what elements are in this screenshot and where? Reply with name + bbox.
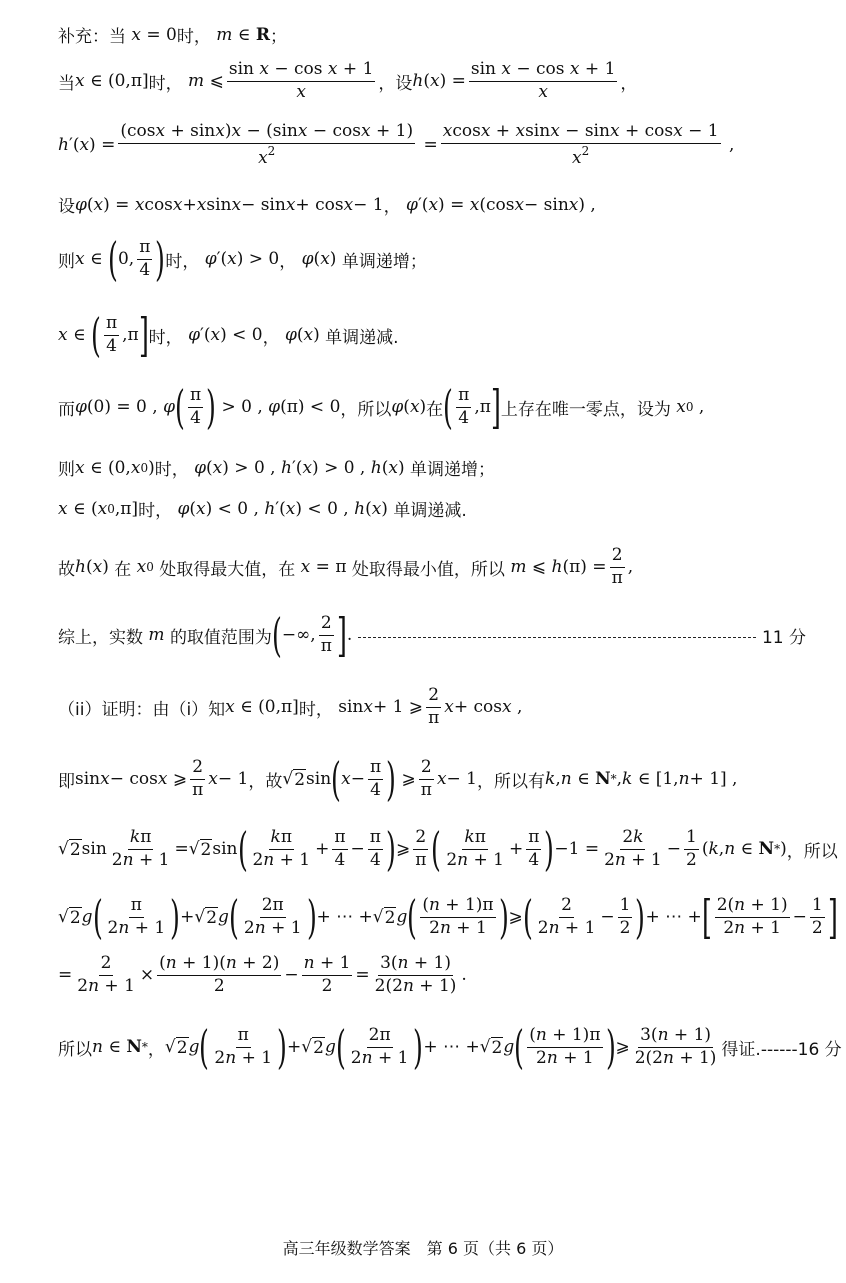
line-h-definition: 当 x ∈ (0,π] 时， m ⩽ $\frac{\text{sin x − cos x + 1}}{x}$ ，设 h ( x ) = $\frac{\text{sin x − cos x + 1}}{x}$ ，: [58, 59, 638, 102]
line-sum: √ 2 g ( $\frac{\pi}{2n + 1}$ ) + √ 2 g ( $\frac{2\pi}{2n + 1}$ ) + ⋯ + √ 2 g ( $\frac{(n + 1)\pi}{2n + 1}$ ) ⩾ ( $\frac{2}{2n + 1}$ − $\frac{1}{2}$ ) + ⋯ + [ $\frac{2(n + 1)}{2n + 1}$ − $\frac{1}{2}$ ]: [58, 890, 838, 944]
line-h-increasing: 则 x ∈ (0, x 0 ) 时， φ ( x ) > 0 , h ′( x ) > 0 , h ( x ) 单调递增；: [58, 457, 495, 480]
line-phi-increasing: 则 x ∈ ( 0, $\frac{\pi}{4}$ ) 时， φ ′( x ) > 0 ， φ ( x ) 单调递增；: [58, 232, 427, 286]
line-max-min: 故 h ( x ) 在 x 0 处取得最大值，在 x = π 处取得最小值，所以 m ⩽ h (π) = $\frac{2}{\pi}$ ,: [58, 545, 634, 588]
line-part-ii: （ii）证明：由（i）知 x ∈ (0,π] 时， sin x + 1 ⩾ $\frac{2}{\pi}$ x + cos x ,: [58, 685, 523, 728]
line-supplement: 补充：当 x = 0 时， m ∈ R ；: [58, 24, 287, 47]
page-footer: 高三年级数学答案 第 6 页（共 6 页）: [282, 1239, 564, 1258]
line-range-conclusion: 综上，实数 m 的取值范围为 ( −∞, $\frac{2}{\pi}$ ] . 11 分: [58, 608, 806, 662]
score-11: 11 分: [761, 627, 806, 648]
score-leader: [358, 637, 756, 638]
line-h-derivative: h ′( x ) = $\frac{(\cos x + \sin x)x - (\sin x - \cos x + 1)}{x^2}$ = $\frac{xcosx + xsinx - \sin x + \cos x - 1}{x^2}$ ,: [58, 121, 735, 168]
line-inequality: 即 sin x − cos x ⩾ $\frac{2}{\pi}$ x − 1 ，故 √ 2 sin ( x − $\frac{\pi}{4}$ ) ⩾ $\frac{2}{\pi}$ x − 1 ，所以有 k , n ∈ N * , k ∈ [1, n + 1] ,: [58, 752, 738, 806]
line-sum-result: = $\frac{2}{2n + 1}$ × $\frac{(n + 1)(n + 2)}{2}$ − $\frac{n + 1}{2}$ = $\frac{3(n + 1)}{2(2n + 1)}$ .: [58, 953, 467, 996]
line-k-term: √ 2 sin $\frac{k\pi}{2n + 1}$ = √ 2 sin ( $\frac{k\pi}{2n + 1}$ + $\frac{\pi}{4}$ − $\frac{\pi}{4}$ ) ⩾ $\frac{2}{\pi}$ ( $\frac{k\pi}{2n + 1}$ + $\frac{\pi}{4}$ ) −1 = $\frac{2k}{2n + 1}$ − $\frac{1}{2}$ ( k , n ∈ N * ) ，所以: [58, 822, 838, 876]
line-phi-decreasing: x ∈ ( $\frac{\pi}{4}$ ,π ] 时， φ ′( x ) < 0 ， φ ( x ) 单调递减.: [58, 308, 399, 362]
line-phi-definition: 设 φ ( x ) = x cos x + x sin x − sin x + cos x − 1 ， φ ′( x ) = x (cos x − sin x ) ,: [58, 194, 596, 217]
line-h-decreasing: x ∈ ( x 0 ,π] 时， φ ( x ) < 0 , h ′( x ) < 0 , h ( x ) 单调递减.: [58, 498, 467, 521]
line-unique-zero: 而 φ (0) = 0 , φ ( $\frac{\pi}{4}$ ) > 0 , φ (π) < 0 ，所以 φ ( x ) 在 ( $\frac{\pi}{4}$ ,π ] 上存在唯一零点，设为 x 0 ,: [58, 380, 705, 434]
score-16: 得证.------16 分: [721, 1039, 842, 1060]
line-final-proof: 所以 n ∈ N * ， √ 2 g ( $\frac{\pi}{2n + 1}$ ) + √ 2 g ( $\frac{2\pi}{2n + 1}$ ) + ⋯ + √ 2 g ( $\frac{(n + 1)\pi}{2n + 1}$ ) ⩾ $\frac{3(n + 1)}{2(2n + 1)}$ 得证.------16 分: [58, 1020, 842, 1074]
